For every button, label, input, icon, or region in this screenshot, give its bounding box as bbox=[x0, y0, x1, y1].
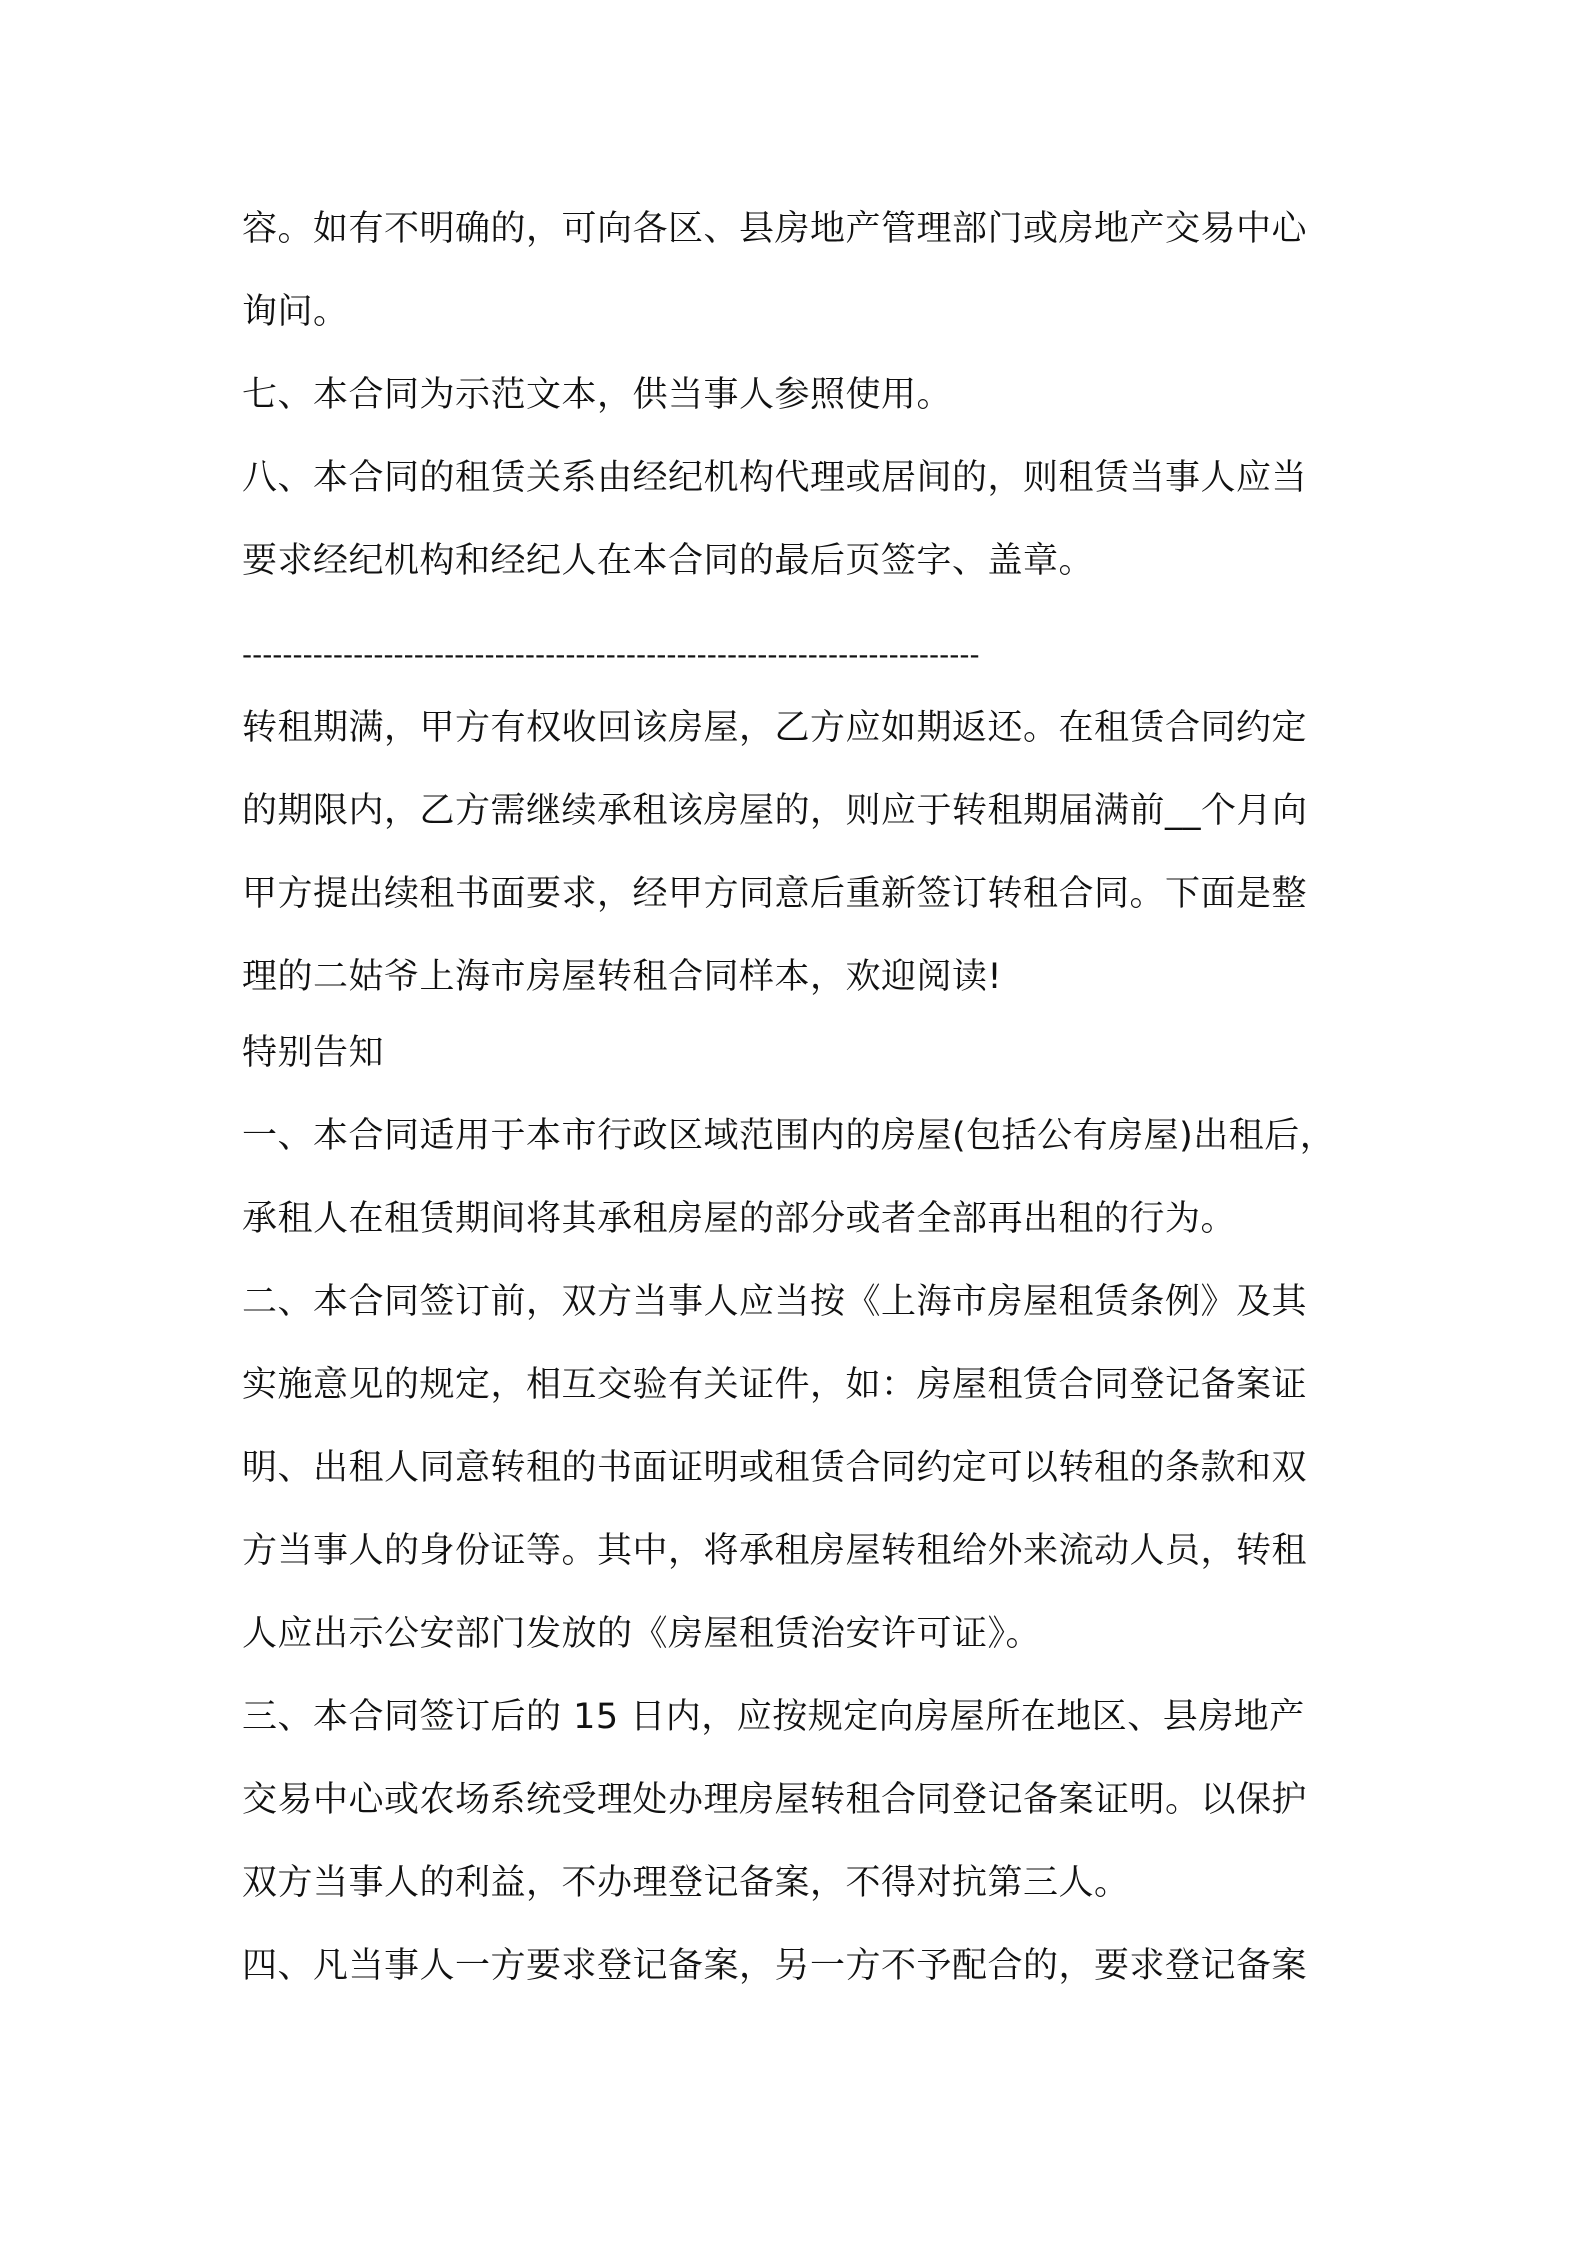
paragraph-line: 承租人在租赁期间将其承租房屋的部分或者全部再出租的行为。 bbox=[242, 1199, 1237, 1239]
section-heading: 特别告知 bbox=[242, 1033, 385, 1073]
paragraph-line: 四、凡当事人一方要求登记备案，另一方不予配合的，要求登记备案 bbox=[242, 1946, 1308, 1986]
paragraph-line: 询问。 bbox=[242, 292, 349, 332]
paragraph-line: 交易中心或农场系统受理处办理房屋转租合同登记备案证明。以保护 bbox=[242, 1780, 1308, 1820]
paragraph-line: 理的二姑爷上海市房屋转租合同样本，欢迎阅读! bbox=[242, 957, 1003, 997]
paragraph-line: 双方当事人的利益，不办理登记备案，不得对抗第三人。 bbox=[242, 1863, 1130, 1903]
paragraph-line: 八、本合同的租赁关系由经纪机构代理或居间的，则租赁当事人应当 bbox=[242, 458, 1308, 498]
paragraph-line: 的期限内，乙方需继续承租该房屋的，则应于转租期届满前__个月向 bbox=[242, 791, 1308, 831]
paragraph-line: 明、出租人同意转租的书面证明或租赁合同约定可以转租的条款和双 bbox=[242, 1448, 1308, 1488]
paragraph-line: 实施意见的规定，相互交验有关证件，如：房屋租赁合同登记备案证 bbox=[242, 1365, 1308, 1405]
paragraph-line: 转租期满，甲方有权收回该房屋，乙方应如期返还。在租赁合同约定 bbox=[242, 708, 1308, 748]
paragraph-line: 七、本合同为示范文本，供当事人参照使用。 bbox=[242, 375, 953, 415]
paragraph-line: 甲方提出续租书面要求，经甲方同意后重新签订转租合同。下面是整 bbox=[242, 874, 1308, 914]
paragraph-line: 方当事人的身份证等。其中，将承租房屋转租给外来流动人员，转租 bbox=[242, 1531, 1308, 1571]
paragraph-line: 二、本合同签订前，双方当事人应当按《上海市房屋租赁条例》及其 bbox=[242, 1282, 1308, 1322]
paragraph-line: 人应出示公安部门发放的《房屋租赁治安许可证》。 bbox=[242, 1614, 1042, 1654]
section-divider: ------------------------------------------------------------------------- bbox=[242, 638, 980, 671]
paragraph-line: 三、本合同签订后的 15 日内，应按规定向房屋所在地区、县房地产 bbox=[242, 1697, 1305, 1737]
paragraph-line: 要求经纪机构和经纪人在本合同的最后页签字、盖章。 bbox=[242, 541, 1095, 581]
paragraph-line: 一、本合同适用于本市行政区域范围内的房屋(包括公有房屋)出租后， bbox=[242, 1116, 1336, 1156]
paragraph-line: 容。如有不明确的，可向各区、县房地产管理部门或房地产交易中心 bbox=[242, 209, 1308, 249]
